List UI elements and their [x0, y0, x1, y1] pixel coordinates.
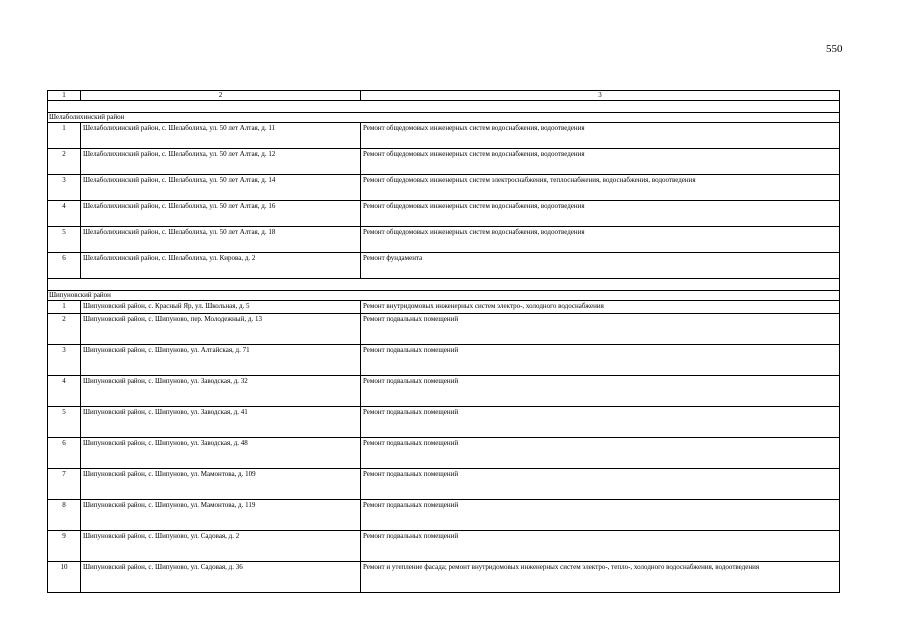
- table-row: [48, 500, 840, 531]
- row-work-type: Ремонт подвальных помещений: [361, 438, 840, 469]
- row-address: Шелаболихинский район, с. Шелаболиха, ул. 50 лет Алтая, д. 14: [81, 175, 361, 201]
- row-work-type: Ремонт фундамента: [361, 253, 840, 279]
- row-number: 1: [48, 123, 81, 149]
- row-number: 10: [48, 562, 81, 593]
- row-work-type: Ремонт и утепление фасада; ремонт внутридомовых инженерных систем электро-, тепло-, холодного водоснабжения, водоотведения: [361, 562, 840, 593]
- table-row: [48, 201, 840, 227]
- row-address: Шелаболихинский район, с. Шелаболиха, ул. Кирова, д. 2: [81, 253, 361, 279]
- district-name: Шелаболихинский район: [48, 113, 840, 123]
- table-header-row: [48, 91, 840, 101]
- row-address: Шелаболихинский район, с. Шелаболиха, ул. 50 лет Алтая, д. 16: [81, 201, 361, 227]
- table-row: [48, 301, 840, 314]
- table-row: [48, 227, 840, 253]
- row-address: Шелаболихинский район, с. Шелаболиха, ул. 50 лет Алтая, д. 11: [81, 123, 361, 149]
- header-col-3: 3: [361, 91, 840, 101]
- row-number: 9: [48, 531, 81, 562]
- row-work-type: Ремонт общедомовых инженерных систем водоснабжения, водоотведения: [361, 201, 840, 227]
- row-number: 1: [48, 301, 81, 314]
- table-row: [48, 376, 840, 407]
- row-number: 3: [48, 175, 81, 201]
- row-address: Шелаболихинский район, с. Шелаболиха, ул. 50 лет Алтая, д. 12: [81, 149, 361, 175]
- row-address: Шипуновский район, с. Шипуново, ул. Мамонтова, д. 119: [81, 500, 361, 531]
- row-address: Шипуновский район, с. Шипуново, ул. Садовая, д. 36: [81, 562, 361, 593]
- row-number: 4: [48, 376, 81, 407]
- row-address: Шипуновский район, с. Шипуново, ул. Мамонтова, д. 109: [81, 469, 361, 500]
- row-work-type: Ремонт общедомовых инженерных систем водоснабжения, водоотведения: [361, 227, 840, 253]
- district-row: [48, 291, 840, 301]
- row-work-type: Ремонт общедомовых инженерных систем водоснабжения, водоотведения: [361, 149, 840, 175]
- table-row: [48, 562, 840, 593]
- spacer-cell: [48, 279, 840, 291]
- row-number: 8: [48, 500, 81, 531]
- row-address: Шипуновский район, с. Красный Яр, ул. Школьная, д. 5: [81, 301, 361, 314]
- row-number: 6: [48, 438, 81, 469]
- row-number: 5: [48, 227, 81, 253]
- header-col-2: 2: [81, 91, 361, 101]
- row-number: 4: [48, 201, 81, 227]
- district-row: [48, 113, 840, 123]
- row-work-type: Ремонт подвальных помещений: [361, 531, 840, 562]
- row-address: Шипуновский район, с. Шипуново, ул. Садовая, д. 2: [81, 531, 361, 562]
- row-number: 5: [48, 407, 81, 438]
- row-work-type: Ремонт подвальных помещений: [361, 345, 840, 376]
- table-row: [48, 438, 840, 469]
- repair-table: [47, 90, 840, 593]
- row-work-type: Ремонт подвальных помещений: [361, 314, 840, 345]
- row-number: 3: [48, 345, 81, 376]
- table-body: [48, 91, 840, 593]
- row-work-type: Ремонт общедомовых инженерных систем электроснабжения, теплоснабжения, водоснабжения, водоотведения: [361, 175, 840, 201]
- row-address: Шипуновский район, с. Шипуново, ул. Заводская, д. 32: [81, 376, 361, 407]
- row-work-type: Ремонт подвальных помещений: [361, 500, 840, 531]
- spacer-row: [48, 101, 840, 113]
- page-number: 550: [826, 43, 843, 55]
- row-work-type: Ремонт общедомовых инженерных систем водоснабжения, водоотведения: [361, 123, 840, 149]
- table-row: [48, 469, 840, 500]
- table-row: [48, 253, 840, 279]
- table-row: [48, 123, 840, 149]
- row-address: Шелаболихинский район, с. Шелаболиха, ул. 50 лет Алтая, д. 18: [81, 227, 361, 253]
- row-address: Шипуновский район, с. Шипуново, ул. Заводская, д. 48: [81, 438, 361, 469]
- row-work-type: Ремонт внутридомовых инженерных систем электро-, холодного водоснабжения: [361, 301, 840, 314]
- table-row: [48, 531, 840, 562]
- table-row: [48, 314, 840, 345]
- table-row: [48, 175, 840, 201]
- row-number: 2: [48, 314, 81, 345]
- header-col-1: 1: [48, 91, 81, 101]
- district-name: Шипуновский район: [48, 291, 840, 301]
- row-work-type: Ремонт подвальных помещений: [361, 407, 840, 438]
- row-number: 7: [48, 469, 81, 500]
- row-address: Шипуновский район, с. Шипуново, ул. Заводская, д. 41: [81, 407, 361, 438]
- spacer-row: [48, 279, 840, 291]
- row-address: Шипуновский район, с. Шипуново, ул. Алтайская, д. 71: [81, 345, 361, 376]
- row-work-type: Ремонт подвальных помещений: [361, 469, 840, 500]
- row-work-type: Ремонт подвальных помещений: [361, 376, 840, 407]
- row-number: 6: [48, 253, 81, 279]
- row-address: Шипуновский район, с. Шипуново, пер. Молодежный, д. 13: [81, 314, 361, 345]
- row-number: 2: [48, 149, 81, 175]
- table-row: [48, 407, 840, 438]
- table-row: [48, 345, 840, 376]
- table-row: [48, 149, 840, 175]
- spacer-cell: [48, 101, 840, 113]
